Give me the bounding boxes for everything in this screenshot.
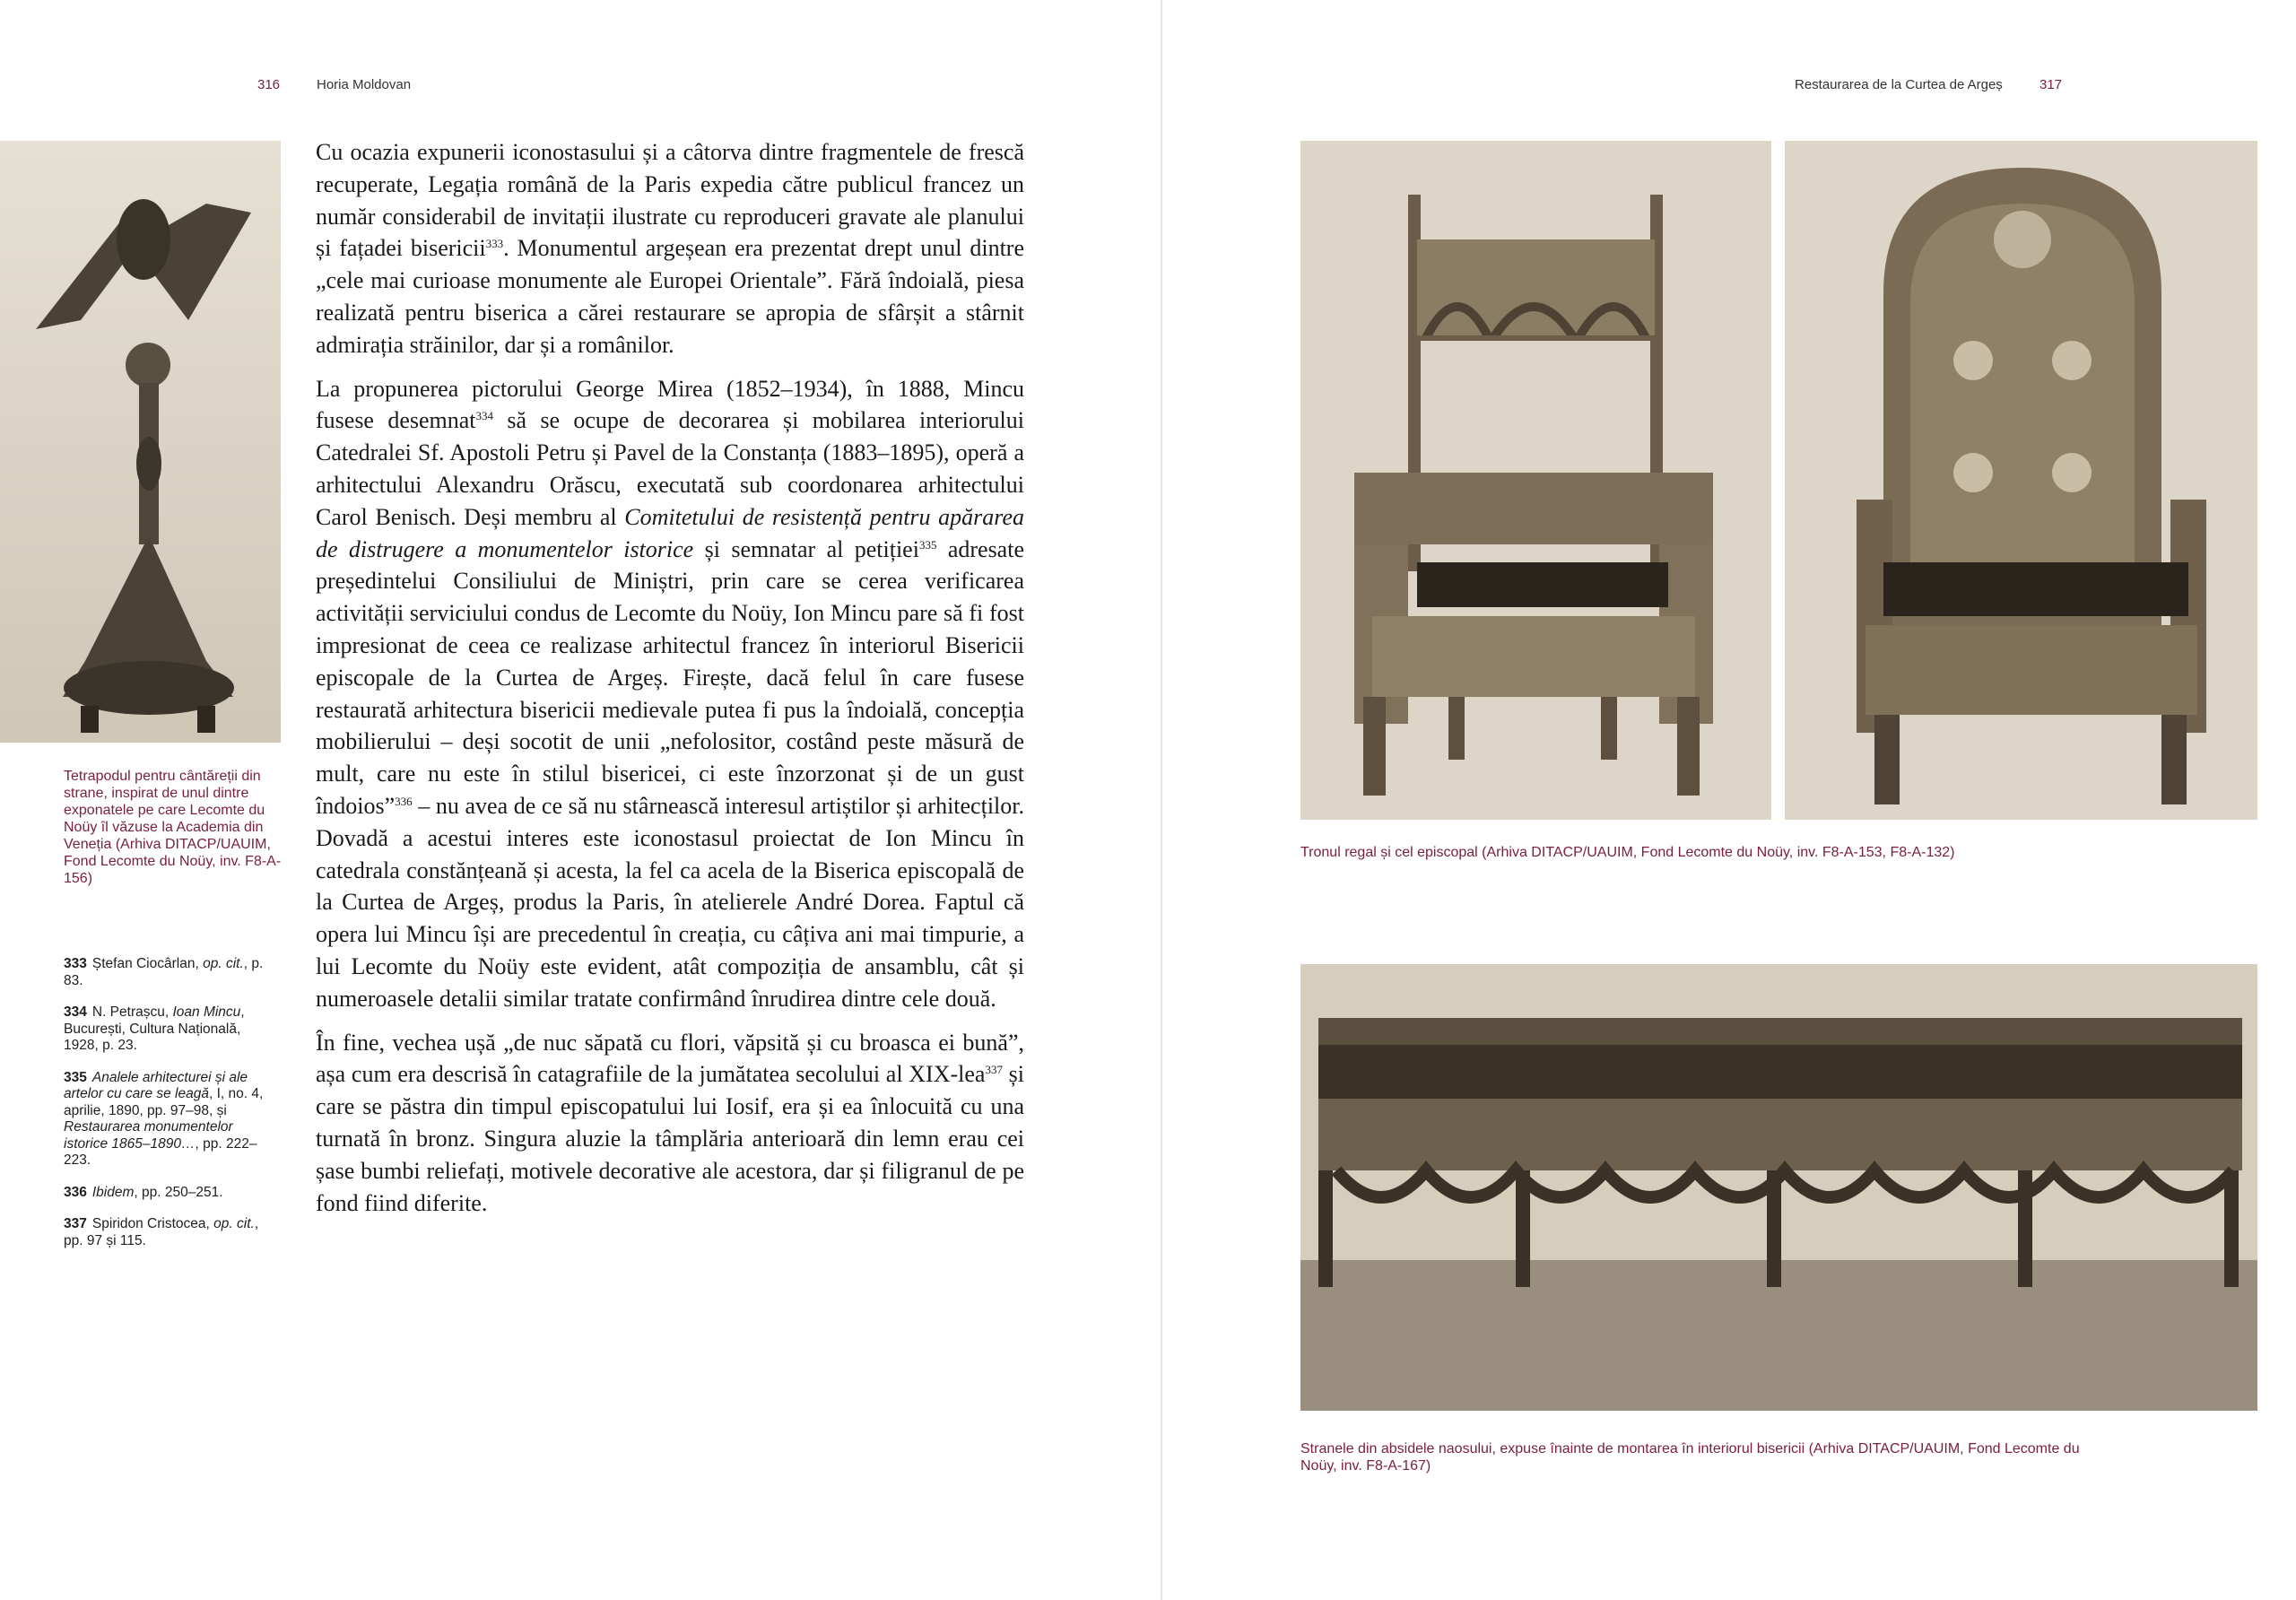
stalls-photo: [1300, 964, 2257, 1411]
footnote-number: 336: [64, 1184, 87, 1200]
paragraph-1: [316, 136, 1024, 361]
episcopal-throne-photo: [1785, 141, 2257, 820]
paragraph-text: adresate președintelui Consiliului de Miniștri, prin care se cerea verificarea activității serviciului condus de Lecomte du Noüy, Ion Mincu pare să fi fost impresionat de ceea ce realizase arhitectul francez în interiorul Bisericii episcopale de la Curtea de Argeș. Firește, dacă felul în care fusese restaurată arhitectura bisericii medievale putea fi pus la îndoială, concepția mobilierului – deși socotit de unii „nefolositor, costând peste măsură de mult, care nu este în stilul bisericei, ci este înzorzonat și de un gust îndoios”: [316, 535, 1024, 819]
footnote-italic: Analele arhitecturei și ale artelor cu care se leagă: [64, 1069, 248, 1101]
footnote-text: Ștefan Ciocârlan,: [91, 956, 204, 971]
paragraph-3: [316, 1027, 1024, 1220]
royal-throne-photo: [1300, 141, 1771, 820]
paragraph-text: – nu avea de ce să nu stârnească interesul artiștilor și arhitecților. Dovadă a acestui interes este iconostasul proiectat de Ion Mincu în catedrala constănțeană și acesta, la fel ca acela de la Biserica episcopală de la Curtea de Argeș, produs la Paris, în atelierele André Dorea. Faptul că opera lui Mincu își are precedentul în creația, cu câțiva ani mai timpurie, a lui Lecomte du Noüy este evident, atât compoziția de ansamblu, cât și numeroasele detalii similar tratate confirmând înrudirea dintre cele două.: [316, 792, 1024, 1012]
paragraph-italic: Comitetului de resistență pentru apărarea de distrugere a monumentelor istorice: [316, 503, 1024, 562]
left-page-number: 316: [257, 77, 281, 92]
footnote-italic: op. cit.: [203, 956, 244, 971]
footnote-italic: Restaurarea monumentelor istorice 1865–1890…: [64, 1119, 233, 1152]
footnote-italic: Ioan Mincu: [172, 1004, 241, 1020]
footnote-italic: Ibidem: [91, 1184, 135, 1200]
footnote-text: , București, Cultura Națională, 1928, p. 23.: [64, 1004, 245, 1053]
paragraph-text: În fine, vechea ușă „de nuc săpată cu flori, văpsită și cu broasca ei bună”, așa cum era descrisă în catagrafiile de la jumătatea secolului al XIX-lea: [316, 1029, 1024, 1088]
paragraph-text: și semnatar al petiției: [693, 535, 919, 562]
right-running-title: Restaurarea de la Curtea de Argeș: [1795, 77, 2003, 92]
lectern-photo: [0, 141, 281, 743]
stalls-caption: Stranele din absidele naosului, expuse înainte de montarea în interiorul bisericii (Arhiva DITACP/UAUIM, Fond Lecomte du Noüy, inv. F8-A-167): [1300, 1441, 2080, 1474]
footnote-text: , p. 83.: [64, 956, 264, 988]
footnote-number: 334: [64, 1004, 87, 1020]
footnote-ref: 336: [395, 794, 413, 808]
footnote-335: [64, 1070, 279, 1170]
footnote-text: , pp. 250–251.: [134, 1184, 223, 1200]
right-page-number: 317: [2039, 77, 2063, 92]
footnote-text: , I, no. 4, aprilie, 1890, pp. 97–98, și: [64, 1086, 264, 1118]
footnote-number: 335: [64, 1069, 87, 1085]
paragraph-text: . Monumentul argeșean era prezentat drept unul dintre „cele mai curioase monumente ale Europei Orientale”. Fără îndoială, piesa realizată pentru biserica a cărei restaurare se apropia de sfârșit a stârnit admirația străinilor, dar și a românilor.: [316, 235, 1024, 358]
footnote-ref: 337: [985, 1063, 1003, 1077]
thrones-caption: Tronul regal și cel episcopal (Arhiva DITACP/UAUIM, Fond Lecomte du Noüy, inv. F8-A-153, F8-A-132): [1300, 845, 1955, 860]
footnote-337: [64, 1216, 279, 1249]
footnote-ref: 334: [475, 409, 494, 423]
footnote-text: Spiridon Cristocea,: [91, 1216, 214, 1231]
lectern-caption: Tetrapodul pentru cântăreții din strane, inspirat de unul dintre exponatele pe care Lecomte du Noüy îl văzuse la Academia din Veneția (Arhiva DITACP/UAUIM, Fond Lecomte du Noüy, inv. F8-A-156): [64, 769, 282, 886]
footnote-333: [64, 956, 279, 989]
footnote-number: 333: [64, 956, 87, 971]
footnote-text: , pp. 222–223.: [64, 1135, 257, 1168]
footnote-334: [64, 1004, 279, 1055]
footnote-336: [64, 1185, 279, 1202]
paragraph-text: să se ocupe de decorarea și mobilarea interiorului Catedralei Sf. Apostoli Petru și Pavel de la Constanța (1883–1895), operă a arhitectului Alexandru Orăscu, executată sub coordonarea arhitectului Carol Benisch. Deși membru al: [316, 407, 1024, 530]
footnote-number: 337: [64, 1216, 87, 1231]
page-spine: [1161, 0, 1162, 1600]
footnote-italic: op. cit.: [213, 1216, 255, 1231]
body-text: [316, 136, 1024, 1230]
footnote-text: N. Petrașcu,: [91, 1004, 173, 1020]
footnote-ref: 333: [485, 237, 504, 251]
footnotes: [64, 956, 279, 1265]
paragraph-2: [316, 373, 1024, 1015]
paragraph-text: Cu ocazia expunerii iconostasului și a câtorva dintre fragmentele de frescă recuperate, Legația română de la Paris expedia către publicul francez un număr considerabil de invitații ilustrate cu reproduceri gravate ale planului și fațadei bisericii: [316, 139, 1024, 262]
footnote-ref: 335: [918, 537, 937, 552]
paragraph-text: și care se păstra din timpul episcopatului lui Iosif, era și ea înlocuită cu una turnată în bronz. Singura aluzie la tâmplăria anterioară din lemn erau cei șase bumbi reliefați, motivele decorative ale acestora, dar și filigranul de pe fond fiind diferite.: [316, 1061, 1024, 1216]
left-running-title: Horia Moldovan: [317, 77, 412, 92]
footnote-text: , pp. 97 și 115.: [64, 1216, 259, 1248]
paragraph-text: La propunerea pictorului George Mirea (1852–1934), în 1888, Mincu fusese desemnat: [316, 375, 1024, 434]
